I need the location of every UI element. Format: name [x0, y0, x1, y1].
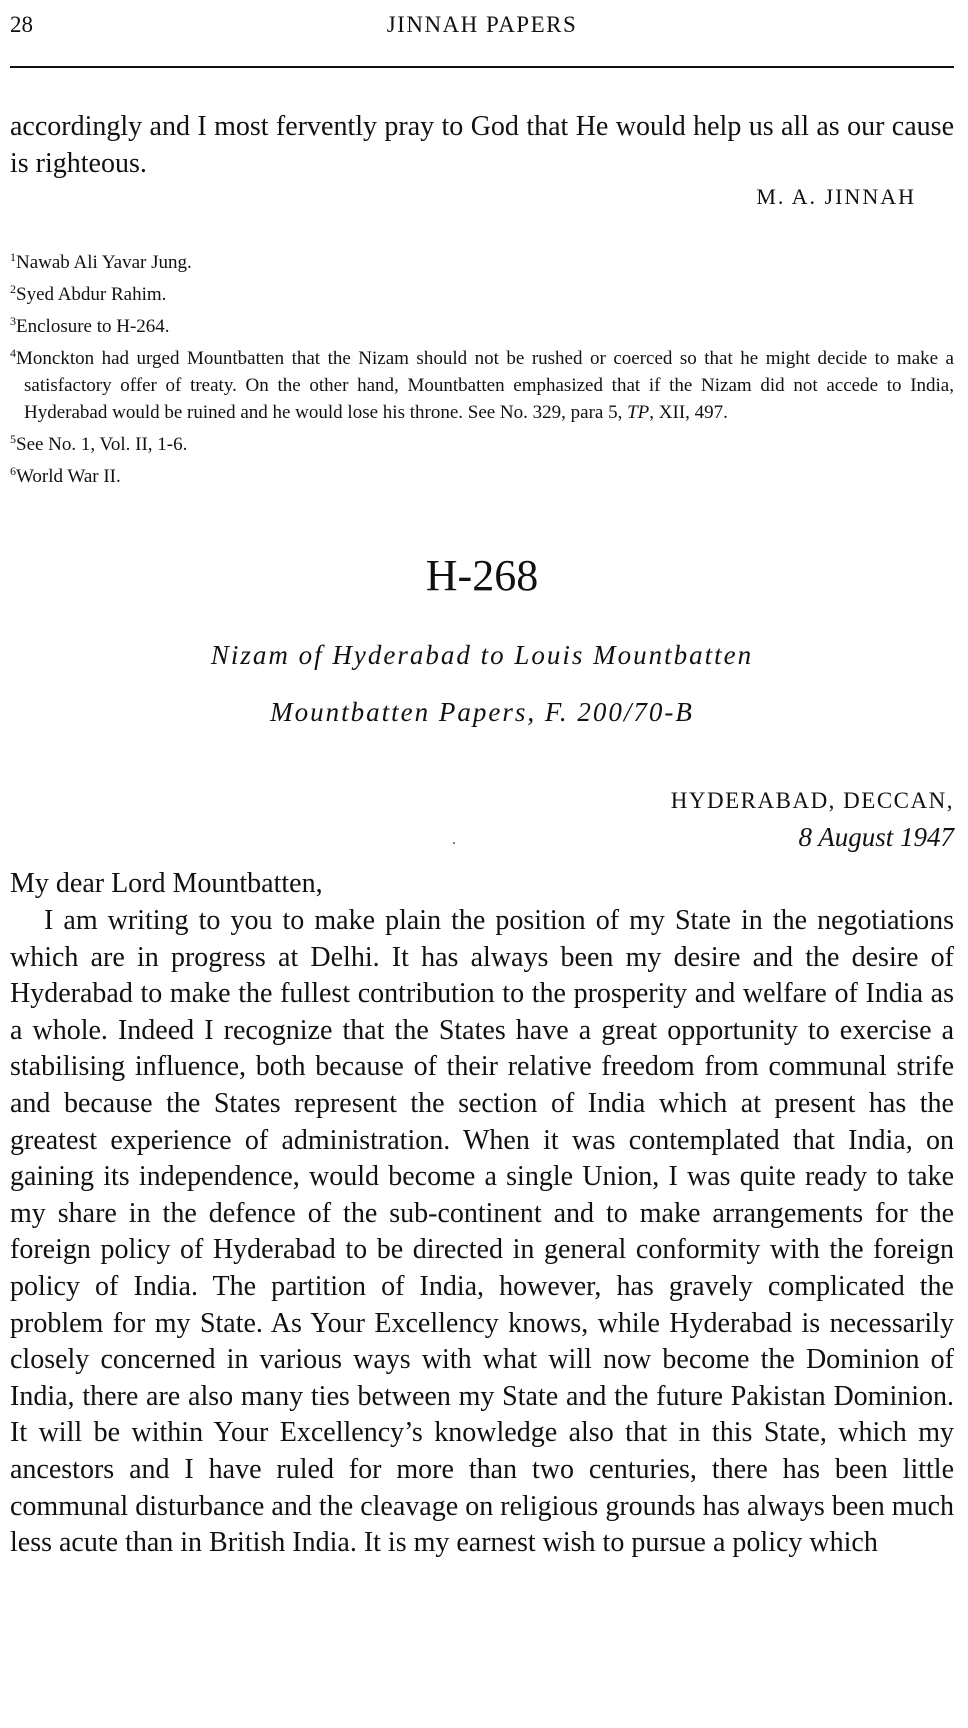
letter-date: 8 August 1947: [798, 822, 954, 852]
running-head: [10, 12, 954, 42]
continued-paragraph: accordingly and I most fervently pray to God that He would help us all as our cause is righteous.: [10, 111, 954, 179]
letter-place: HYDERABAD, DECCAN,: [670, 788, 954, 813]
footnote-text-end: , XII, 497.: [649, 402, 728, 423]
footnotes: [10, 244, 954, 490]
footnote-6: [10, 458, 954, 490]
footnote-1: [10, 244, 954, 276]
document-source: Mountbatten Papers, F. 200/70-B: [270, 697, 694, 727]
document-title: Nizam of Hyderabad to Louis Mountbatten: [210, 640, 754, 670]
print-speck: [453, 842, 455, 844]
footnote-text: World War II.: [16, 466, 121, 487]
footnote-mark: 2: [10, 282, 16, 296]
footnote-text: Monckton had urged Mountbatten that the Nizam should not be rushed or coerced so that he might decide to make a satisfactory offer of treaty. On the other hand, Mountbatten emphasized that if the Nizam did not accede to India, Hyderabad would be ruined and he would lose his throne. See No. 329, para 5,: [16, 348, 954, 423]
book-page: [10, 0, 954, 1728]
footnote-text: Syed Abdur Rahim.: [16, 284, 167, 305]
footnote-mark: 3: [10, 314, 16, 328]
footnote-mark: 5: [10, 432, 16, 446]
footnote-2: [10, 276, 954, 308]
footnote-ref-italic: TP: [627, 402, 650, 423]
document-number: H-268: [425, 551, 539, 600]
signature: M. A. JINNAH: [756, 184, 916, 209]
footnote-5: [10, 426, 954, 458]
footnote-3: [10, 308, 954, 340]
footnote-4: [10, 340, 954, 426]
page-number: 28: [10, 12, 33, 37]
footnote-mark: 1: [10, 250, 16, 264]
header-rule: [10, 66, 954, 68]
footnote-mark: 4: [10, 346, 16, 360]
running-title: JINNAH PAPERS: [386, 12, 578, 37]
footnote-text: Enclosure to H-264.: [16, 316, 170, 337]
footnote-text: See No. 1, Vol. II, 1-6.: [16, 434, 188, 455]
letter-body: I am writing to you to make plain the position of my State in the negotiations which are in progress at Delhi. It has always been my desire and the desire of Hyderabad to make the fullest contribution to the prosperity and welfare of India as a whole. Indeed I recognize that the States have a great opportunity to exercise a stabilising influence, both because of their relative freedom from communal strife and because the States represent the section of India which at present has the greatest experience of administration. When it was contemplated that India, on gaining its independence, would become a single Union, I was quite ready to take my share in the defence of the sub-continent and to make arrangements for the foreign policy of Hyderabad to be directed in general conformity with the foreign policy of India. The partition of India, however, has gravely complicated the problem for my State. As Your Excellency knows, while Hyderabad is necessarily closely concerned in various ways with what will now become the Dominion of India, there are also many ties between my State and the future Pakistan Dominion. It will be within Your Excellency’s knowledge also that in this State, which my ancestors and I have ruled for more than two centuries, there has been little communal disturbance and the cleavage on religious grounds has always been much less acute than in British India. It is my earnest wish to pursue a policy which: [10, 905, 954, 1559]
footnote-mark: 6: [10, 464, 16, 478]
footnote-text: Nawab Ali Yavar Jung.: [16, 252, 192, 273]
letter-salutation: My dear Lord Mountbatten,: [10, 868, 323, 899]
